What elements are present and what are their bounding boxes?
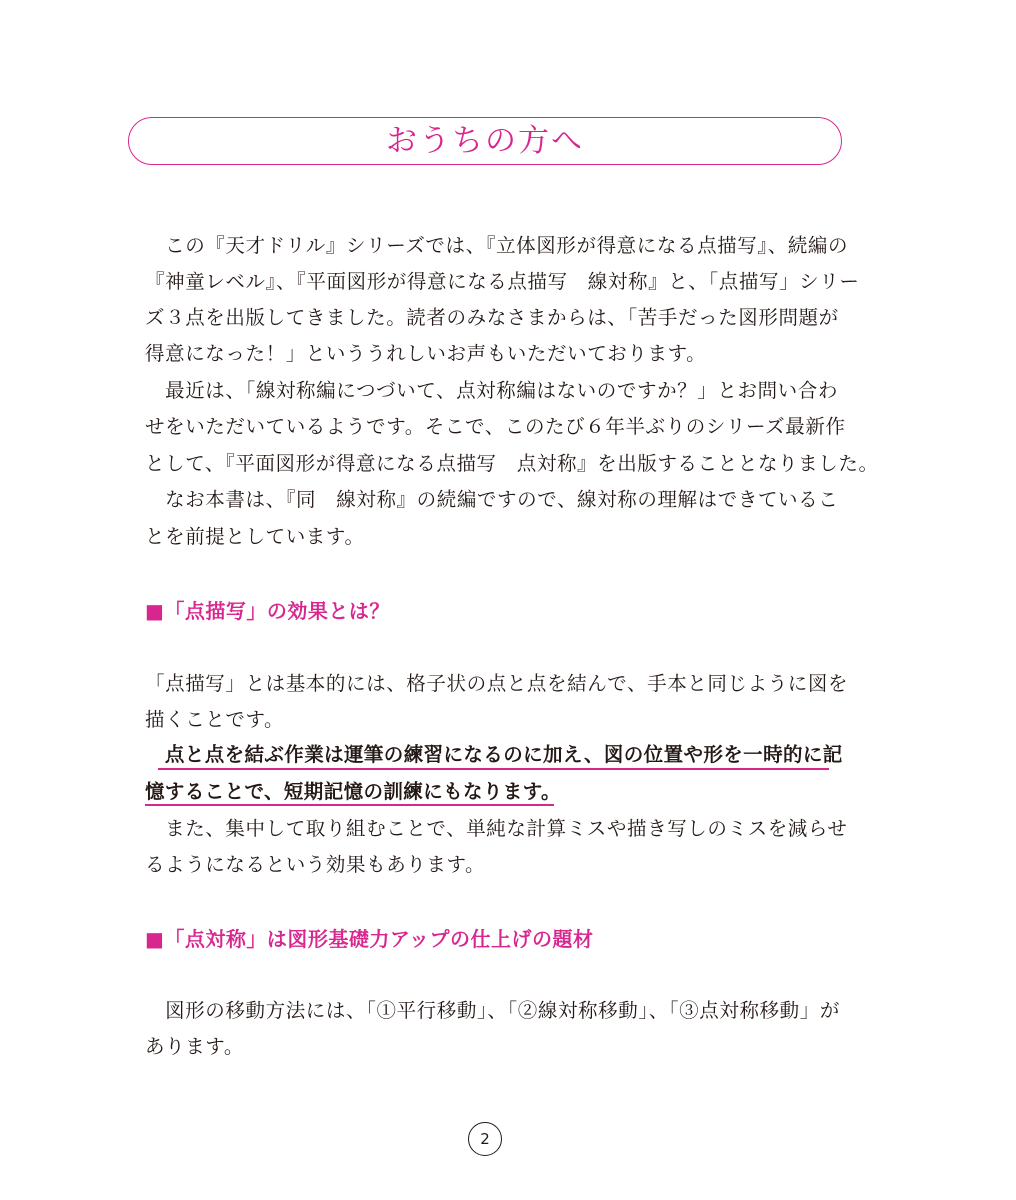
- page-number: 2: [468, 1122, 502, 1156]
- section-heading-dot-drawing: ■「点描写」の効果とは？: [145, 599, 390, 623]
- section1-line: また、集中して取り組むことで、単純な計算ミスや描き写しのミスを減らせ: [145, 817, 848, 840]
- intro-line: として、『平面図形が得意になる点描写 点対称』を出版することとなりました。: [145, 452, 879, 475]
- section2-line: 図形の移動方法には、「①平行移動」、「②線対称移動」、「③点対称移動」が: [145, 999, 840, 1022]
- section1-line: 描くことです。: [145, 708, 285, 731]
- intro-line: ズ３点を出版してきました。読者のみなさまからは、「苦手だった図形問題が: [145, 306, 839, 329]
- intro-line: なお本書は、『同 線対称』の続編ですので、線対称の理解はできているこ: [145, 488, 839, 511]
- title-box: [128, 117, 842, 165]
- page-title: おうちの方へ: [386, 122, 584, 159]
- intro-line: せをいただいているようです。そこで、このたび６年半ぶりのシリーズ最新作: [145, 415, 846, 438]
- intro-line: この『天才ドリル』シリーズでは、『立体図形が得意になる点描写』、続編の: [145, 234, 849, 257]
- emphasis-underline: [145, 804, 554, 806]
- intro-line: 『神童レベル』、『平面図形が得意になる点描写 線対称』と、「点描写」シリー: [145, 270, 860, 293]
- emphasis-underline: [158, 768, 829, 770]
- section-heading-point-symmetry: ■「点対称」は図形基礎力アップの仕上げの題材: [145, 927, 594, 951]
- emphasis-line: 点と点を結ぶ作業は運筆の練習になるのに加え、図の位置や形を一時的に記: [145, 743, 843, 766]
- intro-line: 得意になった！」といううれしいお声もいただいております。: [145, 342, 707, 365]
- section1-line: 「点描写」とは基本的には、格子状の点と点を結んで、手本と同じように図を: [145, 672, 849, 695]
- intro-line: とを前提としています。: [145, 525, 365, 548]
- section1-line: るようになるという効果もあります。: [145, 853, 486, 876]
- section2-line: あります。: [145, 1035, 244, 1058]
- emphasis-line: 憶することで、短期記憶の訓練にもなります。: [145, 780, 561, 803]
- intro-line: 最近は、「線対称編につづいて、点対称編はないのですか？」とお問い合わ: [145, 379, 838, 402]
